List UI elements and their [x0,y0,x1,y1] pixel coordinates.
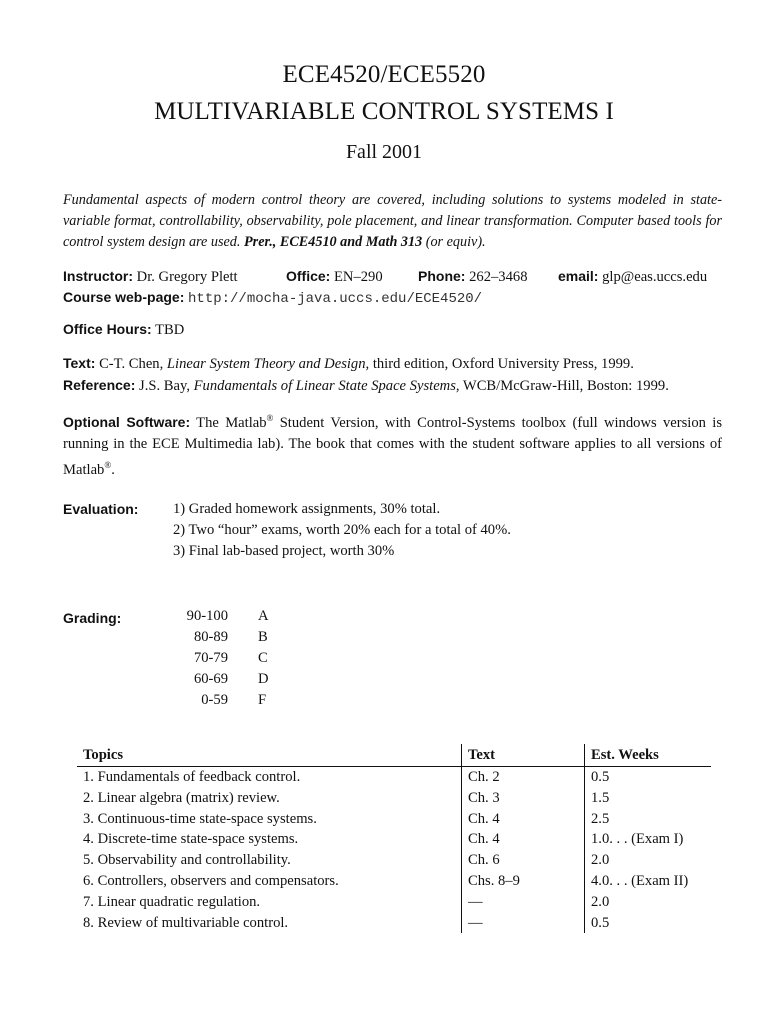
textbook-details: third edition, Oxford University Press, 1999. [369,356,634,372]
phone-number: 262–3468 [469,269,528,285]
evaluation-item: 3) Final lab-based project, worth 30% [173,543,395,559]
table-row [77,850,711,871]
text-cell: — [462,913,585,934]
email-label: email: [558,268,599,284]
weeks-cell: 1.5 [585,788,712,809]
registered-mark-2: ® [104,459,112,470]
grading-label-wrap [63,608,121,629]
grade-range: 0-59 [201,692,228,708]
description-text: Fundamental aspects of modern control theory are covered, including solutions to systems modeled in state-variable format, controllability, observability, pole placement, and linear transformation. Computer based tools for control system design are used. [63,192,722,250]
text-cell: Ch. 4 [462,809,585,830]
email-address[interactable]: glp@eas.uccs.edu [602,269,708,285]
text-cell: Ch. 2 [462,767,585,788]
software-text-c: . [111,461,115,478]
email-line [558,266,707,287]
office-label: Office: [286,268,331,284]
table-row [77,892,711,913]
evaluation-label-wrap [63,499,138,520]
topics-table [77,744,711,933]
instructor-label: Instructor: [63,268,133,284]
header-est-weeks: Est. Weeks [585,744,712,767]
instructor-line [63,266,238,287]
topic-cell: 5. Observability and controllability. [83,852,291,869]
office-hours-label: Office Hours: [63,321,152,337]
textbook-title: Linear System Theory and Design, [166,356,370,372]
course-title: MULTIVARIABLE CONTROL SYSTEMS I [154,98,614,125]
weeks-cell: 0.5 [585,913,712,934]
reference-title: Fundamentals of Linear State Space Systems [193,378,456,394]
table-row [77,767,711,788]
reference-label: Reference: [63,377,136,393]
weeks-cell: 2.5 [585,809,712,830]
reference-details: , WCB/McGraw-Hill, Boston: 1999. [455,378,669,394]
reference-line [63,375,669,396]
table-row [77,871,711,892]
grade-letter: A [258,608,269,624]
text-cell: — [462,892,585,913]
topic-cell: 6. Controllers, observers and compensators. [83,872,339,889]
text-cell: Chs. 8–9 [462,871,585,892]
evaluation-item: 1) Graded homework assignments, 30% total. [173,501,441,517]
web-page-label: Course web-page: [63,289,185,305]
software-label: Optional Software: [63,413,191,430]
course-description [63,190,722,253]
topic-cell: 3. Continuous-time state-space systems. [83,810,317,827]
topic-cell: 2. Linear algebra (matrix) review. [83,789,280,806]
weeks-cell: 4.0. . . (Exam II) [585,871,712,892]
textbook-label: Text: [63,355,96,371]
reference-author: J.S. Bay, [139,378,194,394]
grade-letter: D [258,671,269,687]
office-hours-value: TBD [155,322,185,338]
course-code: ECE4520/ECE5520 [282,61,486,88]
software-text-b: Student Version, with Control-Systems toolbox (full windows version is running in the ECE Multimedia lab). The book that comes with the student software applies to all versions of Matlab [63,414,722,478]
phone-label: Phone: [418,268,466,284]
topic-cell: 4. Discrete-time state-space systems. [83,831,299,848]
table-row [77,829,711,850]
evaluation-list [173,499,511,562]
web-page-url[interactable]: http://mocha-java.uccs.edu/ECE4520/ [188,291,483,307]
evaluation-item: 2) Two “hour” exams, worth 20% each for a total of 40%. [173,522,511,538]
evaluation-label: Evaluation: [63,501,139,517]
grade-range: 60-69 [193,671,228,687]
software-paragraph [63,408,722,481]
table-row [77,913,711,934]
topic-cell: 7. Linear quadratic regulation. [83,893,261,910]
grade-range: 70-79 [193,650,228,666]
textbook-line [63,353,634,374]
weeks-cell: 1.0. . . (Exam I) [585,829,712,850]
table-row [77,788,711,809]
header-text: Text [462,744,585,767]
office-location: EN–290 [334,269,383,285]
office-line [286,266,383,287]
grade-letter: B [258,629,268,645]
weeks-cell: 0.5 [585,767,712,788]
grade-letter: C [258,650,268,666]
software-text-a: The Matlab [190,414,267,431]
text-cell: Ch. 4 [462,829,585,850]
phone-line [418,266,527,287]
text-cell: Ch. 6 [462,850,585,871]
topic-cell: 8. Review of multivariable control. [83,914,289,931]
topic-cell: 1. Fundamentals of feedback control. [83,769,301,785]
text-cell: Ch. 3 [462,788,585,809]
header-topics: Topics [77,744,462,767]
office-hours-line [63,319,184,340]
course-term: Fall 2001 [345,141,423,163]
registered-mark: ® [266,413,274,423]
weeks-cell: 2.0 [585,892,712,913]
prerequisites-tail: (or equiv). [422,234,486,250]
grade-letter: F [258,692,267,708]
prerequisites: Prer., ECE4510 and Math 313 [244,234,423,250]
table-row [77,809,711,830]
grade-range: 90-100 [186,608,228,624]
instructor-name: Dr. Gregory Plett [136,269,238,285]
textbook-author: C-T. Chen, [99,356,167,372]
grading-label: Grading: [63,610,122,626]
web-page-line [63,287,482,309]
weeks-cell: 2.0 [585,850,712,871]
table-header-row [77,744,711,767]
grade-range: 80-89 [193,629,228,645]
